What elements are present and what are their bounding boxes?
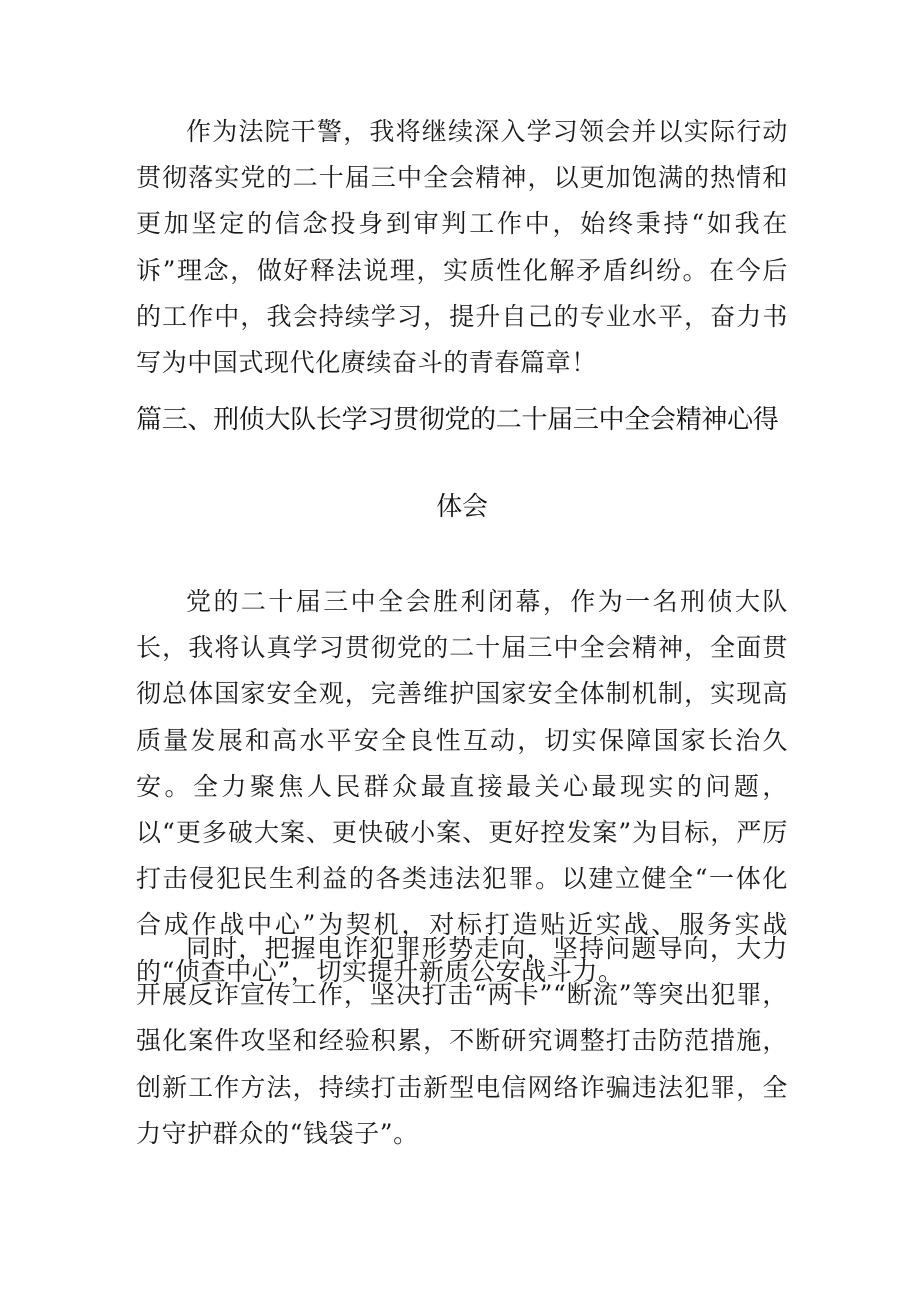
body-paragraph-court-officer: 作为法院干警，我将继续深入学习领会并以实际行动贯彻落实党的二十届三中全会精神，以更加饱满的热情和更加坚定的信念投身到审判工作中，始终秉持“如我在诉”理念，做好释法说理，实质性化解矛盾纠纷。在今后的工作中，我会持续学习，提升自己的专业水平，奋力书写为中国式现代化赓续奋斗的青春篇章！ [136, 117, 788, 378]
section-heading-line-2: 体会 [436, 492, 488, 522]
section-heading-line-1: 篇三、刑侦大队长学习贯彻党的二十届三中全会精神心得 [136, 405, 779, 435]
body-paragraph-plenary-session: 党的二十届三中全会胜利闭幕，作为一名刑侦大队长，我将认真学习贯彻党的二十届三中全会精神，全面贯彻总体国家安全观，完善维护国家安全体制机制，实现高质量发展和高水平安全良性互动，切实保障国家长治久安。全力聚焦人民群众最直接最关心最现实的问题，以“更多破大案、更快破小案、更好控发案”为目标，严厉打击侵犯民生利益的各类违法犯罪。以建立健全“一体化合成作战中心”为契机，对标打造贴近实战、服务实战的“侦查中心”，切实提升新质公安战斗力。 [136, 587, 788, 986]
body-paragraph-telecom-fraud: 同时，把握电诈犯罪形势走向，坚持问题导向，大力开展反诈宣传工作，坚决打击“两卡”“断流”等突出犯罪，强化案件攻坚和经验积累，不断研究调整打击防范措施，创新工作方法，持续打击新型电信网络诈骗违法犯罪，全力守护群众的“钱袋子”。 [136, 934, 788, 1148]
